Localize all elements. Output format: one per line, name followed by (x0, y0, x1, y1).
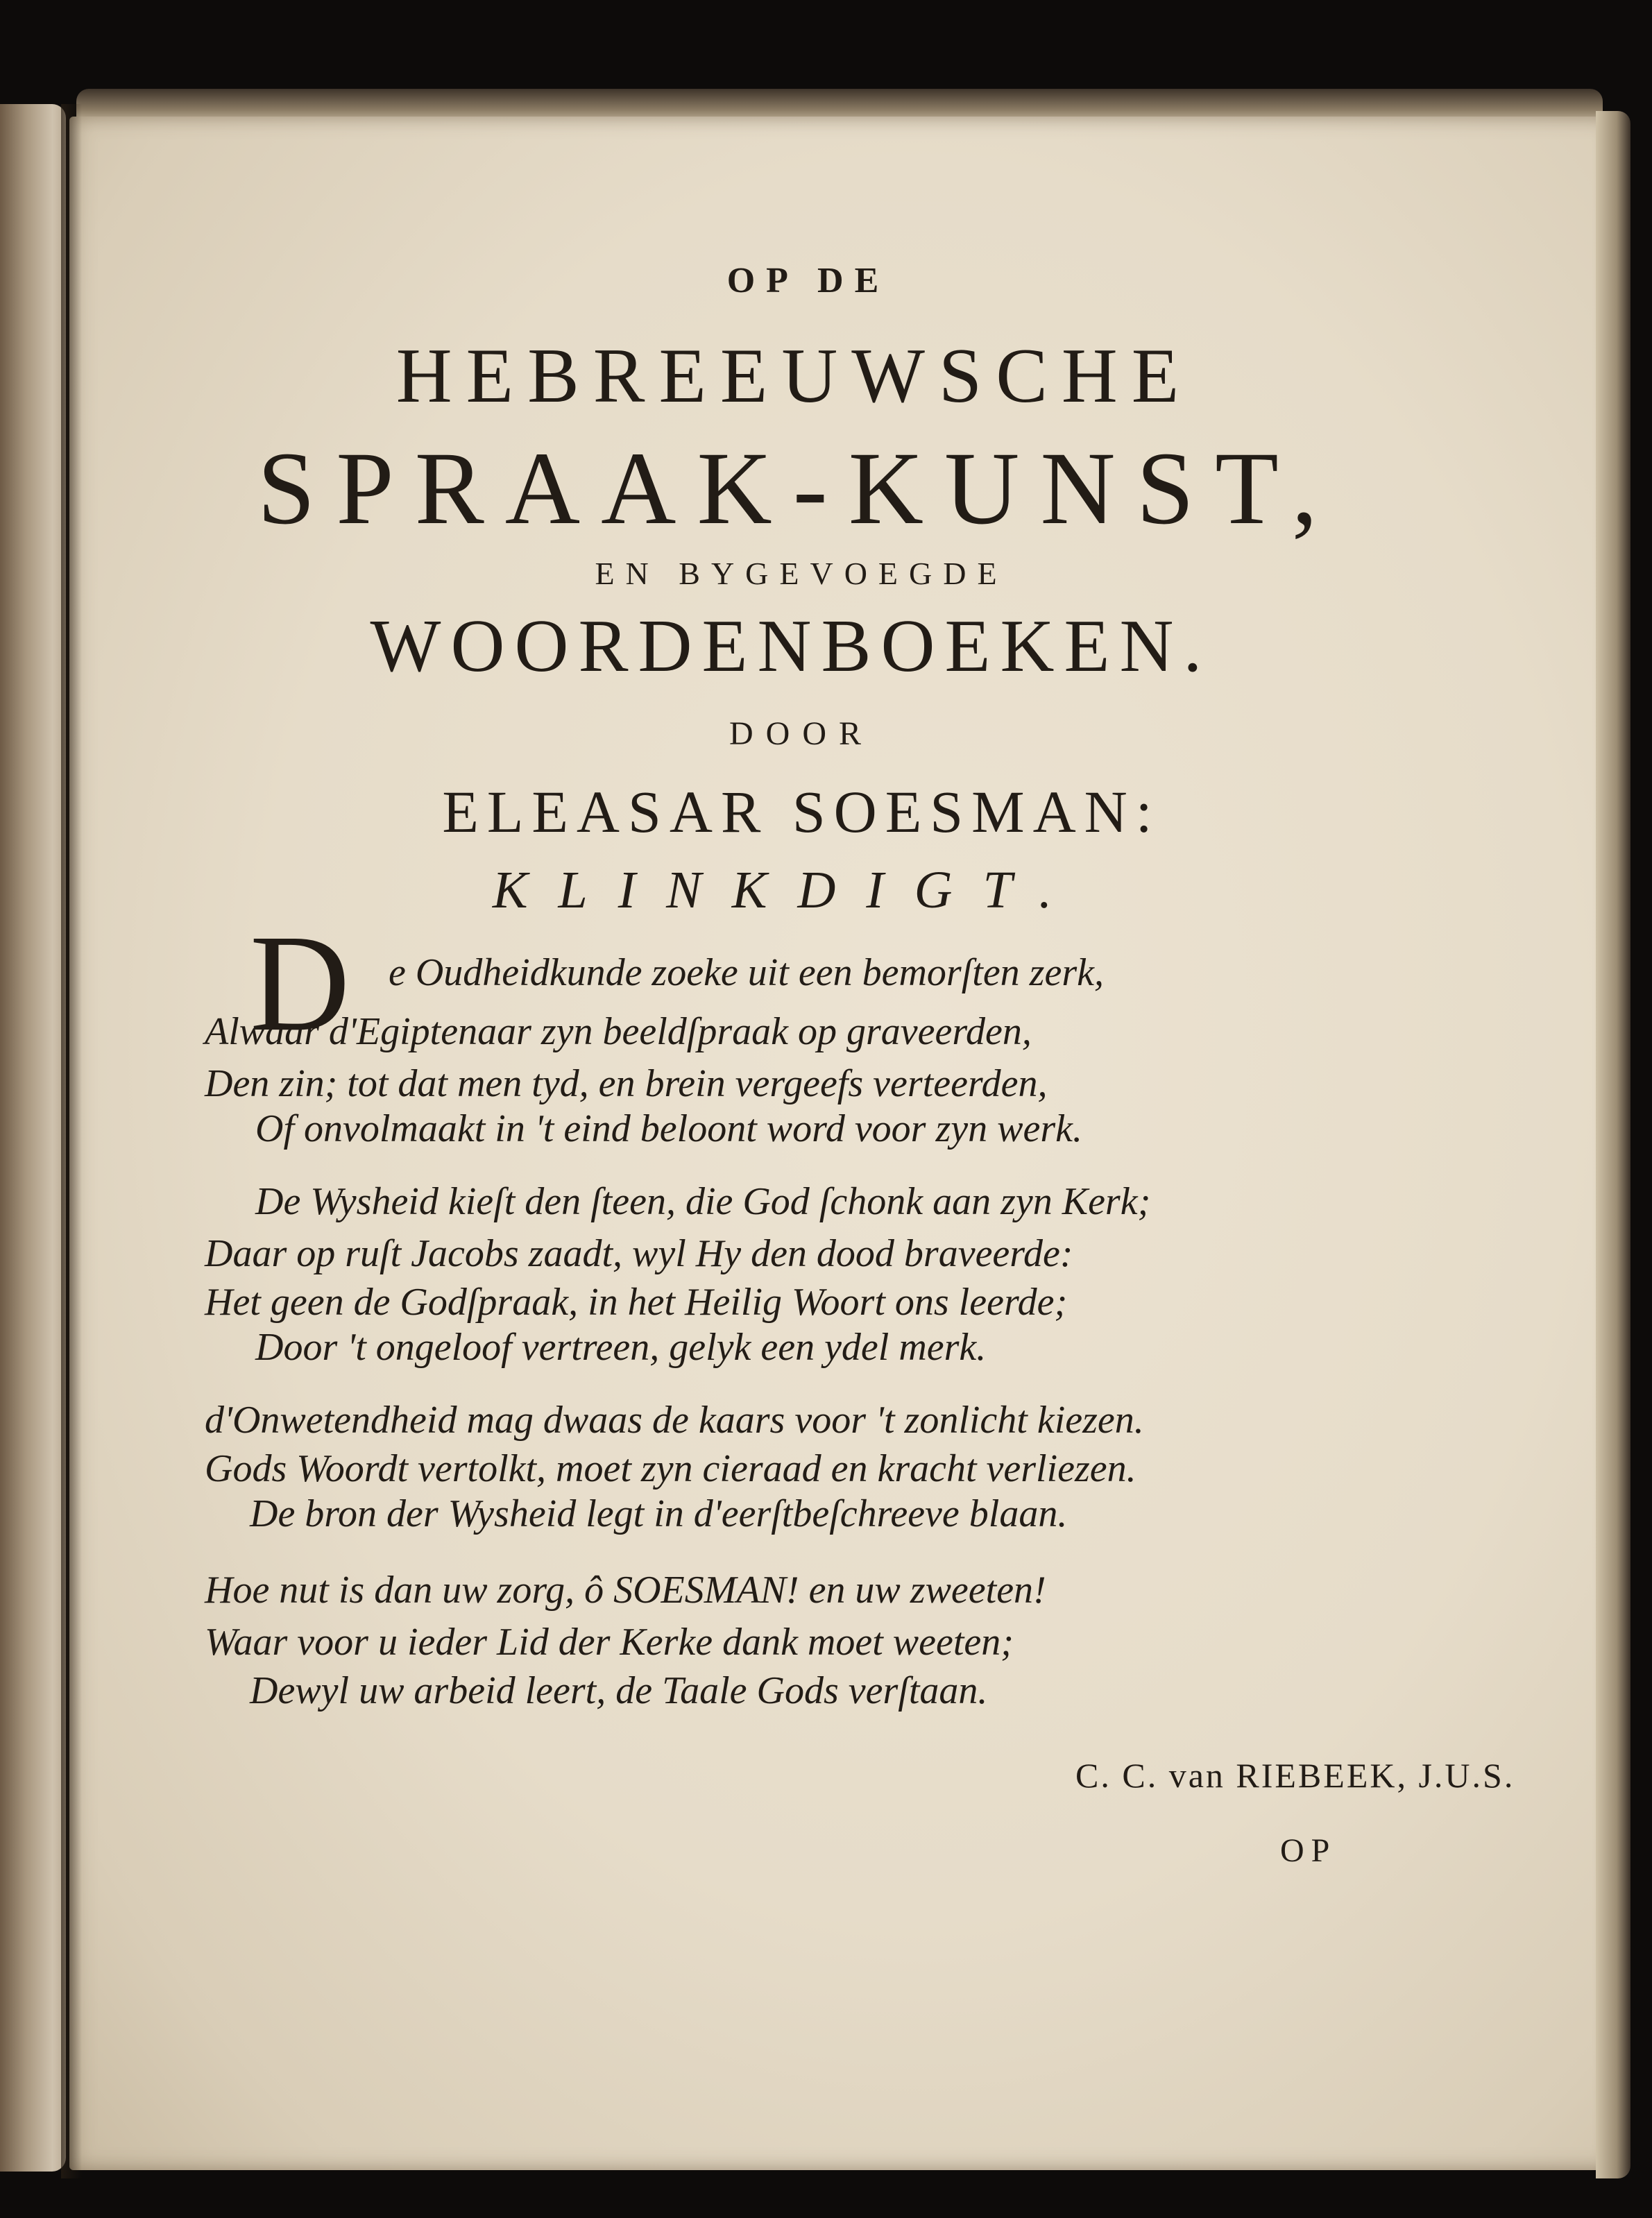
catchword: OP (1280, 1832, 1337, 1869)
drop-cap: D (250, 907, 350, 1060)
heading-en-bygevoegde: EN BYGEVOEGDE (595, 556, 1008, 591)
poem-line: Waar voor u ieder Lid der Kerke dank moet weeten; (205, 1621, 1014, 1664)
heading-spraak-kunst: SPRAAK-KUNST, (257, 431, 1339, 546)
poem-line: Daar op ruſt Jacobs zaadt, wyl Hy den dood braveerde: (205, 1232, 1073, 1275)
spine-shadow (61, 104, 82, 2178)
poem-line: De Wysheid kieſt den ſteen, die God ſchonk aan zyn Kerk; (255, 1180, 1151, 1223)
poem-line: Het geen de Godſpraak, in het Heilig Woort ons leerde; (205, 1281, 1068, 1324)
heading-op-de: OP DE (726, 261, 890, 300)
heading-klinkdigt: KLINKDIGT. (492, 861, 1083, 919)
poem-line: e Oudheidkunde zoeke uit een bemorſten zerk, (389, 951, 1104, 994)
poem-line: Hoe nut is dan uw zorg, ô SOESMAN! en uw zweeten! (205, 1569, 1046, 1612)
poem-line: Den zin; tot dat men tyd, en brein vergeefs verteerden, (205, 1062, 1048, 1105)
heading-hebreeuwsche: HEBREEUWSCHE (395, 333, 1193, 419)
page-fore-edge (1596, 111, 1630, 2178)
facing-page-edge (0, 104, 66, 2172)
poem-line: Door 't ongeloof vertreen, gelyk een ydel merk. (255, 1326, 987, 1369)
heading-author-name: ELEASAR SOESMAN: (442, 778, 1161, 845)
poem-line: Alwaar d'Egiptenaar zyn beeldſpraak op graveerden, (205, 1010, 1032, 1053)
heading-woordenboeken: WOORDENBOEKEN. (370, 605, 1212, 688)
heading-door: DOOR (729, 715, 874, 752)
poem-line: Dewyl uw arbeid leert, de Taale Gods verſtaan. (250, 1669, 988, 1712)
poem-line: d'Onwetendheid mag dwaas de kaars voor 't zonlicht kiezen. (205, 1399, 1144, 1442)
poem-line: De bron der Wysheid legt in d'eerſtbeſchreeve blaan. (250, 1492, 1068, 1535)
signature: C. C. van RIEBEEK, J.U.S. (1075, 1756, 1515, 1795)
poem-line: Gods Woordt vertolkt, moet zyn cieraad en kracht verliezen. (205, 1447, 1136, 1490)
poem-line: Of onvolmaakt in 't eind beloont word voor zyn werk. (255, 1107, 1082, 1150)
